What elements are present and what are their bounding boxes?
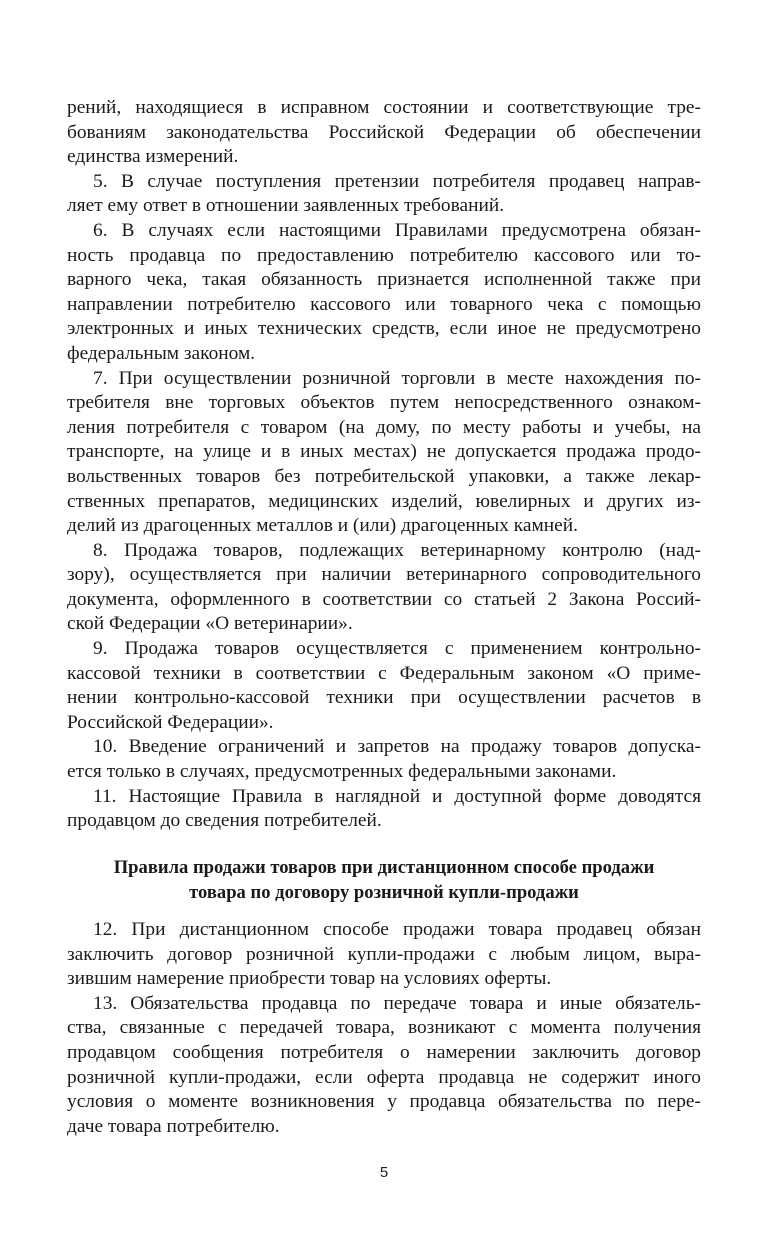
text-line: требителя вне торговых объектов путем непосредственного ознаком- bbox=[67, 392, 701, 414]
text-line: зору), осуществляется при наличии ветеринарного сопроводительного bbox=[67, 564, 701, 586]
text-line: даче товара потребителю. bbox=[67, 1115, 280, 1137]
text-line: рений, находящиеся в исправном состоянии и соответствующие тре- bbox=[67, 97, 701, 118]
text-line: направлении потребителю кассового или товарного чека с помощью bbox=[67, 293, 701, 315]
body-text-continued bbox=[67, 918, 701, 1139]
text-line: 9. Продажа товаров осуществляется с применением контрольно- bbox=[93, 638, 701, 660]
text-line: кассовой техники в соответствии с Федеральным законом «О приме- bbox=[67, 662, 701, 684]
section-heading bbox=[67, 856, 701, 905]
text-line: нении контрольно-кассовой техники при осуществлении расчетов в bbox=[67, 687, 701, 709]
text-line: вольственных товаров без потребительской упаковки, а также лекар- bbox=[67, 465, 701, 487]
text-line: единства измерений. bbox=[67, 146, 239, 168]
text-line: 5. В случае поступления претензии потребителя продавец направ- bbox=[93, 170, 701, 192]
text-line: ляет ему ответ в отношении заявленных требований. bbox=[67, 195, 505, 217]
text-line: бованиям законодательства Российской Федерации об обеспечении bbox=[67, 121, 701, 143]
text-line: документа, оформленного в соответствии со статьей 2 Закона Россий- bbox=[67, 588, 701, 610]
text-line: ность продавца по предоставлению потребителю кассового или то- bbox=[67, 244, 701, 266]
text-line: 8. Продажа товаров, подлежащих ветеринарному контролю (над- bbox=[93, 539, 701, 561]
text-line: транспорте, на улице и в иных местах) не допускается продажа продо- bbox=[67, 441, 701, 463]
text-line: 13. Обязательства продавца по передаче товара и иные обязатель- bbox=[93, 992, 701, 1014]
text-line: продавцом сообщения потребителя о намерении заключить договор bbox=[67, 1041, 701, 1063]
text-line: электронных и иных технических средств, если иное не предусмотрено bbox=[67, 318, 701, 340]
text-line: 11. Настоящие Правила в наглядной и доступной форме доводятся bbox=[93, 785, 701, 807]
text-line: зившим намерение приобрести товар на условиях оферты. bbox=[67, 968, 552, 990]
text-line: ской Федерации «О ветеринарии». bbox=[67, 613, 353, 635]
text-line: условия о моменте возникновения у продавца обязательства по пере- bbox=[67, 1091, 701, 1113]
text-line: заключить договор розничной купли-продажи с любым лицом, выра- bbox=[67, 943, 701, 965]
text-line: розничной купли-продажи, если оферта продавца не содержит иного bbox=[67, 1066, 701, 1088]
text-line: ства, связанные с передачей товара, возникают с момента получения bbox=[67, 1017, 701, 1039]
text-line: Российской Федерации». bbox=[67, 711, 274, 733]
text-line: ется только в случаях, предусмотренных федеральными законами. bbox=[67, 761, 617, 783]
text-line: ления потребителя с товаром (на дому, по месту работы и учебы, на bbox=[67, 416, 701, 438]
text-line: 6. В случаях если настоящими Правилами предусмотрена обязан- bbox=[93, 219, 701, 241]
page-number: 5 bbox=[379, 1164, 389, 1181]
text-line: 7. При осуществлении розничной торговли в месте нахождения по- bbox=[93, 367, 701, 389]
text-line: продавцом до сведения потребителей. bbox=[67, 810, 382, 832]
body-text bbox=[67, 96, 701, 834]
heading-line: Правила продажи товаров при дистанционном способе продажи bbox=[113, 857, 655, 878]
text-line: варного чека, такая обязанность признается исполненной также при bbox=[67, 269, 701, 291]
text-line: делий из драгоценных металлов и (или) драгоценных камней. bbox=[67, 515, 578, 537]
text-line: федеральным законом. bbox=[67, 342, 256, 364]
heading-line: товара по договору розничной купли-продажи bbox=[189, 881, 579, 903]
text-line: ственных препаратов, медицинских изделий, ювелирных и других из- bbox=[67, 490, 701, 512]
text-line: 12. При дистанционном способе продажи товара продавец обязан bbox=[93, 919, 701, 940]
text-line: 10. Введение ограничений и запретов на продажу товаров допуска- bbox=[93, 736, 701, 758]
